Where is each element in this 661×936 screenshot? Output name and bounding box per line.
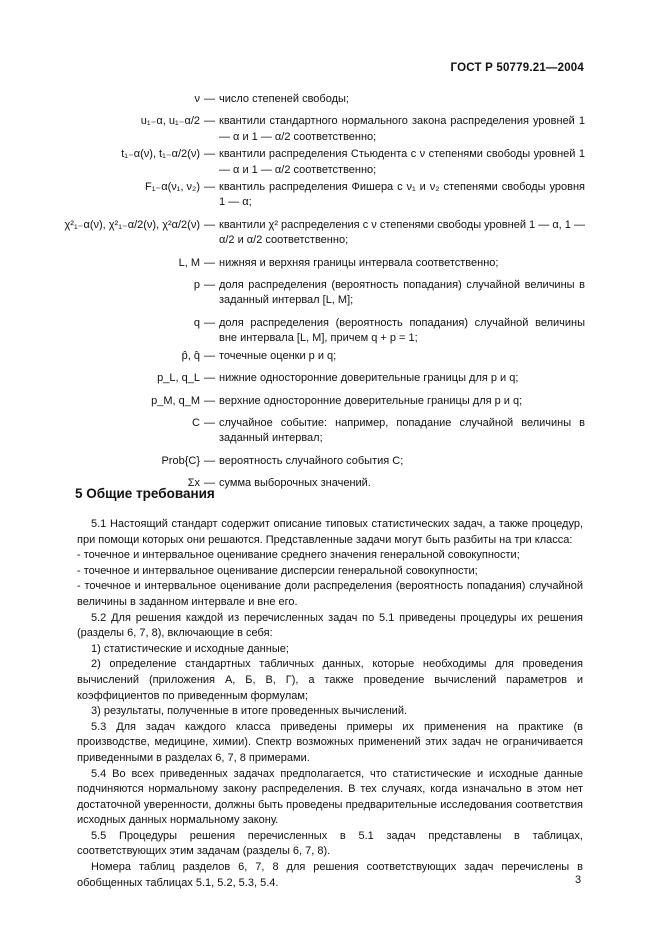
definition-dash: — — [204, 372, 215, 385]
definition-text: нижние односторонние доверительные границы для p и q; — [219, 372, 519, 385]
list-item: 2) определение стандартных табличных данных, которые необходимы для проведения вычислений (приложения А, Б, В, Г), а также проведение вычислений параметров и коэффициентов по приведенным формулам; — [77, 658, 583, 702]
definition-symbol: ν — [194, 93, 200, 105]
definition-item — [30, 180, 585, 211]
definition-text: доля распределения (вероятность попадания) случайной величины в заданный интервал [L, M]; — [219, 279, 585, 307]
definition-item — [30, 349, 585, 364]
list-item: - точечное и интервальное оценивание доли распределения (вероятность попадания) случайной величины в заданном интервале и вне его. — [77, 580, 583, 608]
definition-dash: — — [204, 256, 215, 269]
definition-symbol: C — [192, 416, 200, 429]
definition-item — [30, 316, 585, 347]
list-item: 1) статистические и исходные данные; — [91, 642, 289, 655]
definition-text: квантили распределения Стьюдента с ν степенями свободы уровней 1 — α и 1 — α/2 соответственно; — [219, 148, 585, 176]
definition-item — [30, 416, 585, 447]
definition-dash: — — [204, 279, 215, 292]
list-item: 3) результаты, полученные в итоге проведенных вычислений. — [91, 705, 408, 718]
definition-item — [30, 371, 585, 386]
definition-dash: — — [204, 394, 215, 407]
definition-symbol: p — [193, 279, 200, 292]
definition-text: квантили стандартного нормального закона распределения уровней 1 — α и 1 — α/2 соответственно; — [219, 115, 585, 143]
definition-symbol: Σx — [187, 477, 200, 490]
definition-dash: — — [204, 93, 215, 105]
definition-text: верхние односторонние доверительные границы для p и q; — [219, 394, 523, 407]
definition-symbol: q — [193, 316, 200, 329]
list-item: - точечное и интервальное оценивание среднего значения генеральной совокупности; — [77, 549, 520, 562]
definition-text: нижняя и верхняя границы интервала соответственно; — [219, 256, 499, 269]
list-item: - точечное и интервальное оценивание дисперсии генеральной совокупности; — [77, 564, 478, 577]
definition-item — [30, 256, 585, 271]
document-header: ГОСТ Р 50779.21—2004 — [450, 62, 584, 74]
definition-dash: — — [204, 316, 215, 329]
definition-item — [30, 278, 585, 309]
definition-item — [30, 394, 585, 409]
definition-dash: — — [204, 148, 215, 161]
definition-item — [30, 454, 585, 469]
paragraph: 5.1 Настоящий стандарт содержит описание типовых статистических задач, а также процедур, при помощи которых они решаются. Представленные задачи могут быть разбиты на три класса: — [77, 518, 583, 546]
definition-dash: — — [204, 181, 215, 194]
definition-dash: — — [204, 115, 215, 128]
definition-dash: — — [204, 416, 215, 429]
definition-text: квантили χ² распределения с ν степенями свободы уровней 1 — α, 1 — α/2 и α/2 соответственно; — [219, 218, 585, 247]
definition-dash: — — [204, 454, 215, 467]
definition-dash: — — [204, 218, 215, 231]
definition-text: число степеней свободы; — [219, 93, 349, 105]
definition-text: сумма выборочных значений. — [219, 477, 371, 490]
definition-item — [30, 92, 585, 107]
paragraph: 5.3 Для задач каждого класса приведены примеры их применения на практике (в производстве, медицине, химии). Спектр возможных применений этих задач не ограничивается приведенными в разделах 6, 7, 8 примерами. — [77, 720, 583, 764]
definition-dash: — — [204, 477, 215, 490]
definition-item — [30, 114, 585, 145]
definition-symbol: Prob{C} — [161, 454, 200, 467]
definition-symbol: χ²₁₋α(ν), χ²₁₋α/2(ν), χ²α/2(ν) — [64, 218, 200, 231]
definition-symbol: L, M — [178, 256, 200, 269]
section-title: 5 Общие требования — [75, 486, 215, 501]
definition-symbol: u₁₋α, u₁₋α/2 — [140, 115, 200, 128]
definition-text: доля распределения (вероятность попадания) случайной величины вне интервала [L, M], причем q + p = 1; — [219, 316, 585, 345]
definition-item — [30, 218, 585, 249]
definition-text: вероятность случайного события C; — [219, 454, 404, 467]
definitions-list — [30, 92, 585, 499]
paragraph: 5.2 Для решения каждой из перечисленных задач по 5.1 приведены процедуры их решения (разделы 6, 7, 8), включающие в себя: — [77, 611, 583, 640]
page-number: 3 — [575, 874, 582, 886]
definition-dash: — — [204, 349, 215, 362]
definition-symbol: t₁₋α(ν), t₁₋α/2(ν) — [121, 148, 200, 161]
definition-text: случайное событие: например, попадание случайной величины в заданный интервал; — [219, 416, 585, 445]
definition-symbol: F₁₋α(ν₁, ν₂) — [144, 181, 200, 194]
definition-text: квантиль распределения Фишера с ν₁ и ν₂ степенями свободы уровня 1 — α; — [219, 181, 585, 209]
section-body — [77, 517, 583, 891]
definition-item — [30, 147, 585, 178]
paragraph: 5.4 Во всех приведенных задачах предполагается, что статистические и исходные данные подчиняются нормальному закону распределения. В тех случаях, когда изначально в этом нет достаточной уверенности, должны быть проведены предварительные исследования соответствия исходных данных нормальному закону. — [77, 767, 583, 827]
definition-symbol: p_L, q_L — [157, 372, 200, 385]
definition-text: точечные оценки p и q; — [219, 349, 337, 362]
paragraph: Номера таблиц разделов 6, 7, 8 для решения соответствующих задач перечислены в обобщенных таблицах 5.1, 5.2, 5.3, 5.4. — [77, 861, 583, 889]
definition-symbol: p̂, q̂ — [181, 349, 200, 362]
paragraph: 5.5 Процедуры решения перечисленных в 5.1 задач представлены в таблицах, соответствующих этим задачам (разделы 6, 7, 8). — [77, 829, 583, 858]
definition-symbol: p_M, q_M — [151, 394, 200, 407]
